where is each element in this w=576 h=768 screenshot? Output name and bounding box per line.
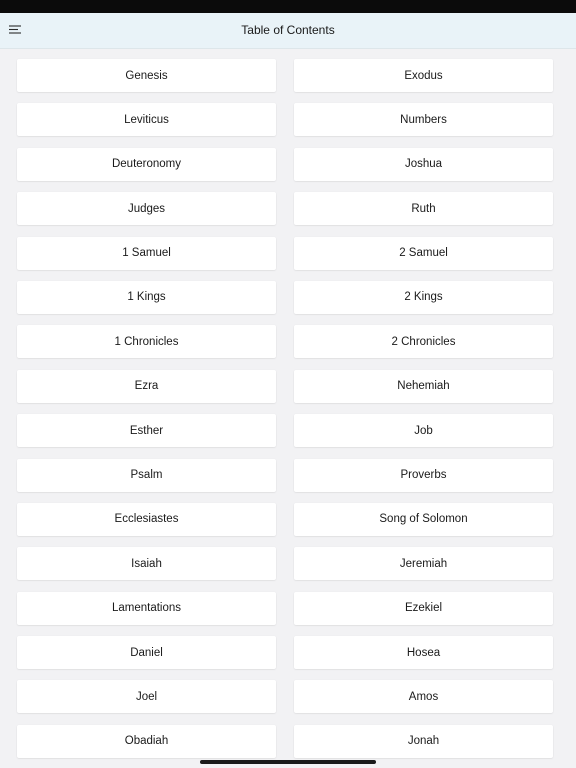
home-indicator[interactable] [200,760,376,764]
book-button[interactable]: 1 Samuel [17,237,276,270]
nav-bar [0,13,576,49]
book-button[interactable]: Jonah [294,725,553,758]
book-button[interactable]: Ruth [294,192,553,225]
book-button[interactable]: Judges [17,192,276,225]
book-button[interactable]: Esther [17,414,276,447]
book-button[interactable]: Genesis [17,59,276,92]
book-button[interactable]: Daniel [17,636,276,669]
page-title: Table of Contents [241,23,335,37]
book-button[interactable]: Isaiah [17,547,276,580]
book-button[interactable]: Lamentations [17,592,276,625]
status-bar [0,0,576,13]
book-button[interactable]: Nehemiah [294,370,553,403]
book-button[interactable]: 2 Samuel [294,237,553,270]
book-button[interactable]: Hosea [294,636,553,669]
book-button[interactable]: Numbers [294,103,553,136]
book-button[interactable]: Exodus [294,59,553,92]
book-button[interactable]: Song of Solomon [294,503,553,536]
book-button[interactable]: Obadiah [17,725,276,758]
book-button[interactable]: Amos [294,680,553,713]
book-button[interactable]: 2 Kings [294,281,553,314]
book-button[interactable]: Deuteronomy [17,148,276,181]
book-button[interactable]: Leviticus [17,103,276,136]
book-button[interactable]: 2 Chronicles [294,325,553,358]
book-button[interactable]: Ezra [17,370,276,403]
book-button[interactable]: Ezekiel [294,592,553,625]
book-button[interactable]: Ecclesiastes [17,503,276,536]
book-button[interactable]: 1 Chronicles [17,325,276,358]
book-button[interactable]: Proverbs [294,459,553,492]
book-button[interactable]: 1 Kings [17,281,276,314]
book-button[interactable]: Joel [17,680,276,713]
book-button[interactable]: Job [294,414,553,447]
book-button[interactable]: Joshua [294,148,553,181]
book-button[interactable]: Jeremiah [294,547,553,580]
book-button[interactable]: Psalm [17,459,276,492]
book-grid [17,59,553,758]
